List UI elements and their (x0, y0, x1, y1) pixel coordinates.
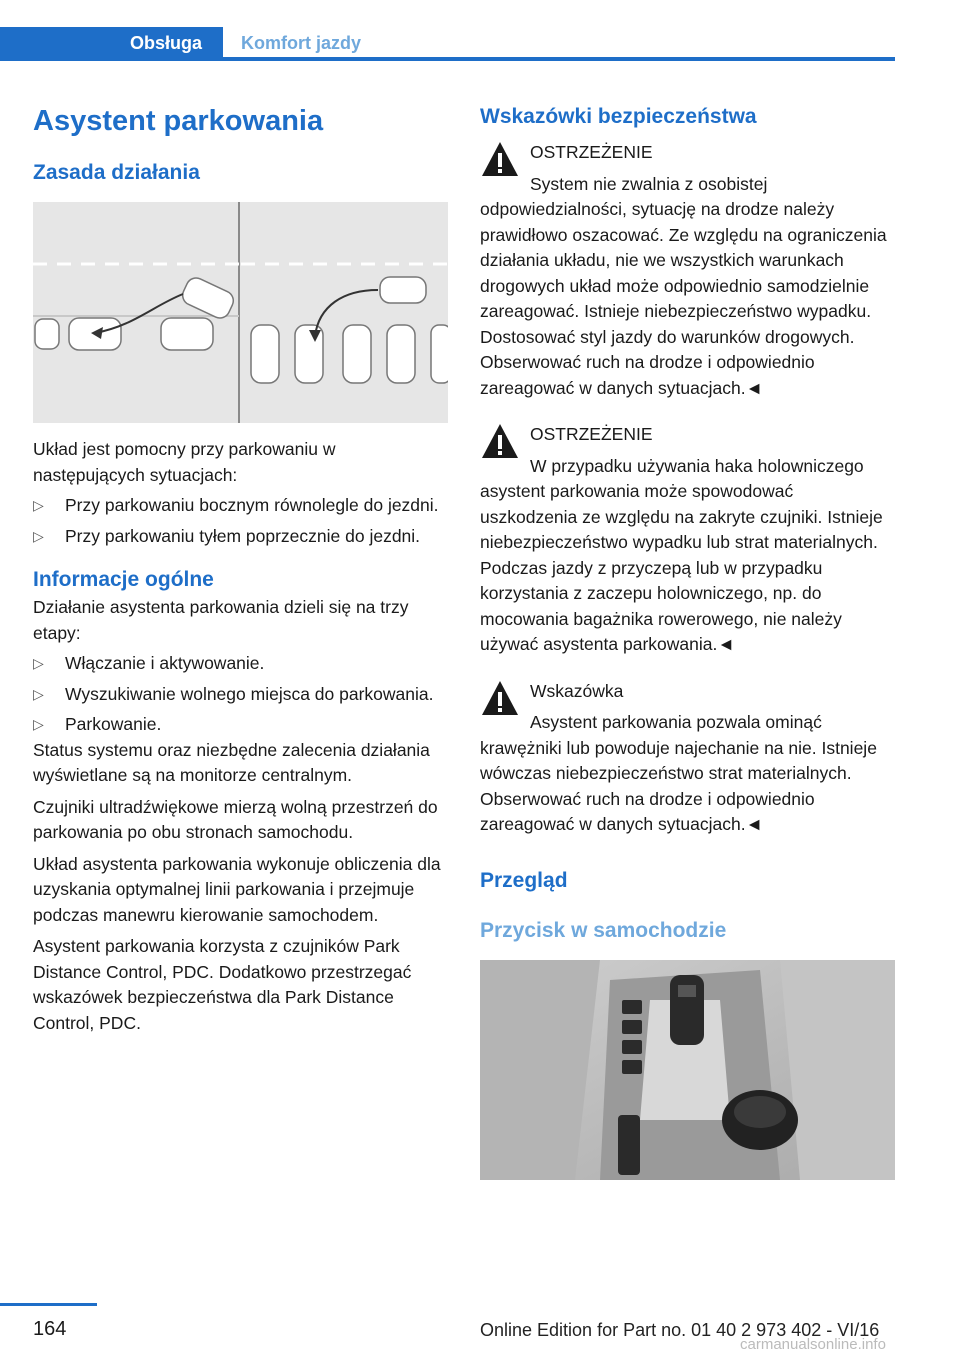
page-title: Asystent parkowania (33, 105, 324, 137)
paragraph-stages: Działanie asystenta parkowania dzieli się na trzy etapy: (33, 597, 409, 643)
safety-title: Wskazówki bezpieczeństwa (480, 105, 757, 128)
header-tab-inactive-label: Komfort jazdy (241, 33, 362, 53)
parking-illustration (33, 202, 448, 423)
console-photo (480, 960, 895, 1180)
note-heading: Wskazówka (530, 680, 624, 701)
section-overview: Przegląd (480, 868, 568, 892)
list-item (33, 712, 448, 738)
paragraph-pdc: Asystent parkowania korzysta z czujników Park Distance Control, PDC. Dodatkowo przestrzegać wskazówek bezpieczeństwa dla Park Distance Control, PDC. (33, 936, 412, 1033)
list-bullet: ▷ (33, 655, 44, 671)
list-item-text: Włączanie i aktywowanie. (65, 653, 265, 673)
header-tab-inactive (223, 27, 895, 61)
list-item (33, 651, 448, 677)
right-column (480, 102, 895, 1180)
note-text: Asystent parkowania pozwala ominąć krawężniki lub powoduje najechanie na nie. Istnieje wówczas niebezpieczeństwo strat materialnych. Obserwować ruch na drodze i odpowiednio zareagować w danych sytuacjach.◄ (480, 712, 877, 834)
warning-heading: OSTRZEŻENIE (530, 424, 653, 444)
watermark: carmanualsonline.info (740, 1336, 886, 1353)
warning-heading: OSTRZEŻENIE (530, 142, 653, 162)
list-item-text: Przy parkowaniu tyłem poprzecznie do jezdni. (65, 525, 421, 546)
list-bullet: ▷ (33, 716, 44, 732)
page-header (0, 27, 895, 61)
header-tab-active-label: Obsługa (130, 33, 203, 53)
subtitle-principle: Zasada działania (33, 161, 200, 184)
note-box (480, 679, 895, 838)
subtitle-general-info: Informacje ogólne (33, 568, 214, 591)
warning-text: W przypadku używania haka holowniczego asystent parkowania może spowodować uszkodzenia ze względu na zakryte czujniki. Istnieje niebezpieczeństwo wypadku lub strat materialnych. Podczas jazdy z przyczepą lub w przypadku korzystania z zaczepu holowniczego, np. do mocowania bagażnika rowerowego, nie należy używać asystenta parkowania.◄ (480, 455, 883, 654)
list-bullet: ▷ (33, 685, 44, 702)
list-item (33, 493, 448, 519)
paragraph-status: Status systemu oraz niezbędne zalecenia działania wyświetlane są na monitorze centralnym. (33, 739, 430, 785)
paragraph-calculation: Układ asystenta parkowania wykonuje obliczenia dla uzyskania optymalnej linii parkowania i przejmuje podczas manewru kierowanie samochodem. (33, 853, 441, 925)
warning-triangle-icon (480, 679, 520, 719)
footer-line (0, 1303, 97, 1306)
warning-box (480, 422, 895, 658)
subsection-button: Przycisk w samochodzie (480, 918, 727, 942)
list-bullet: ▷ (33, 527, 44, 544)
warning-triangle-icon (480, 140, 520, 180)
list-bullet: ▷ (33, 497, 44, 513)
warning-text: System nie zwalnia z osobistej odpowiedzialności, sytuację na drodze należy prawidłowo oszacować. Ze względu na ograniczenia działania układu, nie we wszystkich warunkach drogowych układ może odpowiednio samodzielnie zareagować. Istnieje niebezpieczeństwo wypadku. Dostosować styl jazdy do warunków drogowych. Obserwować ruch na drodze i odpowiednio zareagować w danych sytuacjach.◄ (480, 173, 887, 398)
list-item-text: Parkowanie. (65, 714, 162, 734)
footer-edition: Online Edition for Part no. 01 40 2 973 402 - VI/16 (480, 1320, 880, 1340)
list-item (33, 682, 448, 708)
warning-triangle-icon (480, 422, 520, 462)
header-tab-active (0, 27, 223, 61)
warning-box (480, 140, 895, 401)
paragraph-sensors: Czujniki ultradźwiękowe mierzą wolną przestrzeń do parkowania po obu stronach samochodu. (33, 796, 438, 842)
left-column (33, 102, 448, 1036)
list-item (33, 524, 448, 550)
list-item-text: Przy parkowaniu bocznym równolegle do jezdni. (65, 495, 439, 515)
paragraph-situations: Układ jest pomocny przy parkowaniu w następujących sytuacjach: (33, 439, 336, 485)
page-number: 164 (33, 1318, 67, 1340)
list-item-text: Wyszukiwanie wolnego miejsca do parkowania. (65, 683, 434, 704)
